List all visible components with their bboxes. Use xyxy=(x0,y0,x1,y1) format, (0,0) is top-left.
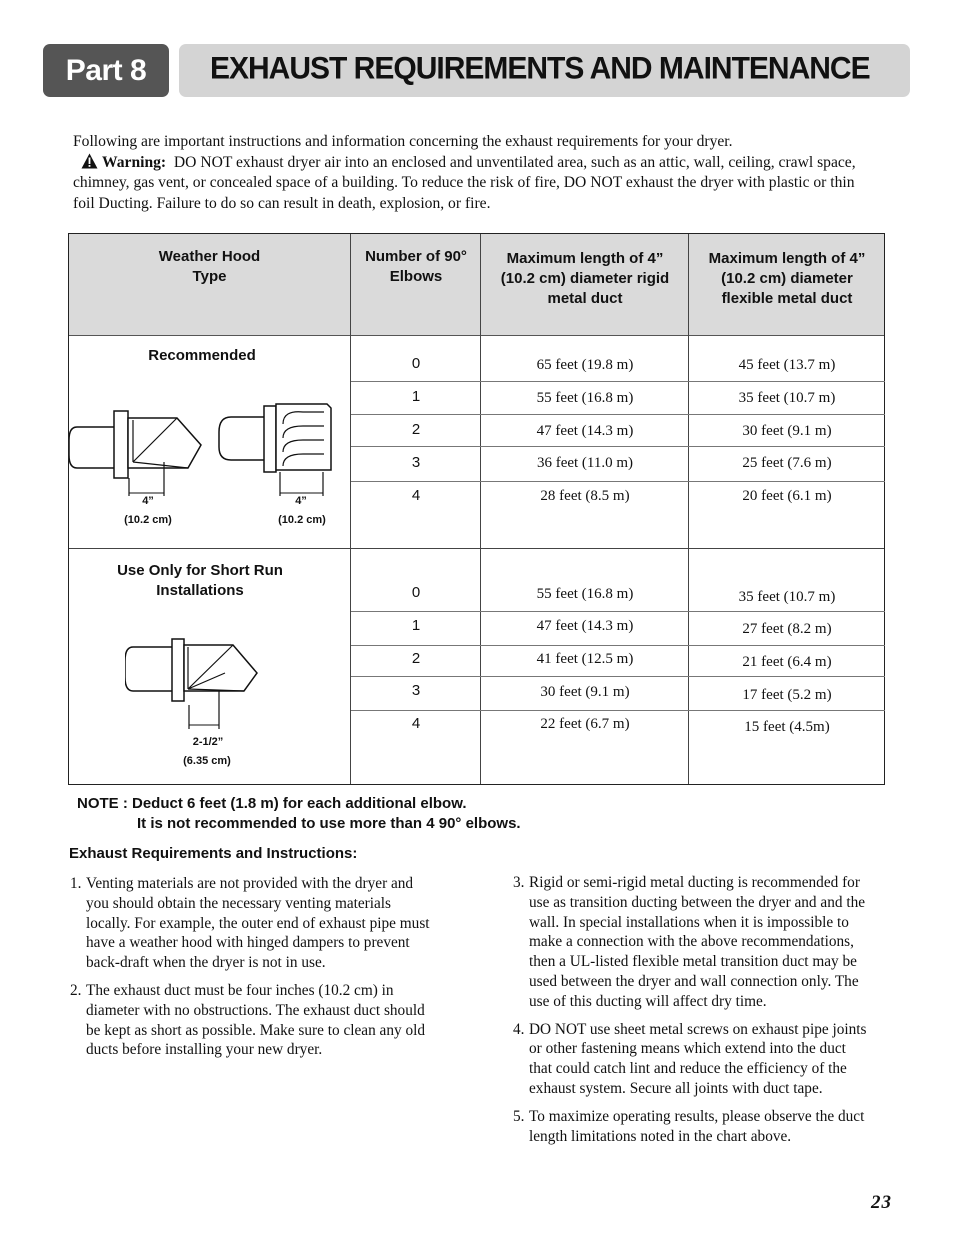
flex-length-cell: 35 feet (10.7 m) xyxy=(738,589,836,605)
flex-length-cell: 27 feet (8.2 m) xyxy=(742,621,832,637)
elbows-cell: 3 xyxy=(411,454,421,471)
intro-line: Following are important instructions and information concerning the exhaust requirements for your dryer. xyxy=(73,133,733,150)
row-divider xyxy=(351,710,885,711)
elbows-cell: 2 xyxy=(411,650,421,667)
rigid-length-cell: 47 feet (14.3 m) xyxy=(536,618,634,634)
dimension-label: (6.35 cm) xyxy=(183,755,231,767)
list-text: To maximize operating results, please observe the duct length limitations noted in the chart above. xyxy=(529,1107,865,1145)
elbows-cell: 4 xyxy=(411,487,421,504)
rigid-length-cell: 47 feet (14.3 m) xyxy=(536,423,634,439)
short-run-label xyxy=(69,561,331,601)
flex-length-cell: 45 feet (13.7 m) xyxy=(738,357,836,373)
rigid-length-cell: 41 feet (12.5 m) xyxy=(536,651,634,667)
flex-length-cell: 21 feet (6.4 m) xyxy=(742,654,832,670)
dimension-label: 4” xyxy=(142,495,154,507)
part-label xyxy=(43,44,169,97)
header-text: (10.2 cm) diameter xyxy=(721,270,853,287)
row-divider xyxy=(351,381,885,382)
weather-hood-angled-illustration xyxy=(125,637,265,732)
rigid-length-cell: 36 feet (11.0 m) xyxy=(536,455,634,471)
list-text: DO NOT use sheet metal screws on exhaust pipe joints or other fastening means which extend into the duct that could catch lint and reduce the efficiency of the exhaust system. Secure all joints with duct tape. xyxy=(529,1020,867,1097)
list-item xyxy=(513,1107,868,1147)
elbows-cell: 4 xyxy=(411,715,421,732)
list-number: 4. xyxy=(513,1020,525,1038)
list-number: 1. xyxy=(70,875,82,892)
list-item xyxy=(70,874,434,973)
part-label-text: Part 8 xyxy=(65,53,147,87)
dimension-label: (10.2 cm) xyxy=(124,514,172,526)
warning-paragraph xyxy=(73,153,863,215)
elbows-cell: 1 xyxy=(411,388,421,405)
header-hood-type xyxy=(69,234,350,335)
flex-length-cell: 25 feet (7.6 m) xyxy=(742,455,832,471)
row-divider xyxy=(351,645,885,646)
elbows-cell: 3 xyxy=(411,682,421,699)
elbows-cell: 2 xyxy=(411,421,421,438)
row-divider xyxy=(351,611,885,612)
elbows-cell: 1 xyxy=(411,617,421,634)
row-divider xyxy=(351,446,885,447)
warning-label: Warning: xyxy=(102,153,167,171)
list-item xyxy=(70,981,434,1060)
list-text: The exhaust duct must be four inches (10.2 cm) in diameter with no obstructions. The exhaust duct should be kept as short as possible. Make sure to clean any old ducts before installing your new dryer. xyxy=(86,981,425,1059)
recommended-label: Recommended xyxy=(148,347,256,364)
page-number: 23 xyxy=(871,1192,892,1213)
flex-length-cell: 20 feet (6.1 m) xyxy=(742,488,832,504)
header-text: metal duct xyxy=(547,290,623,307)
instructions-heading: Exhaust Requirements and Instructions: xyxy=(69,845,358,862)
list-number: 5. xyxy=(513,1107,525,1125)
header-text: Weather Hood xyxy=(158,248,261,265)
exhaust-table xyxy=(68,233,885,785)
short-run-label-text: Use Only for Short Run xyxy=(117,562,283,579)
list-text: Rigid or semi-rigid metal ducting is recommended for use as transition ducting between the dryer and and the wall. In special installations when it is impossible to make a connection with the above recommendations, then a UL-listed flexible metal transition duct may be used between the dryer and wall connection only. The use of this ducting will affect dry time. xyxy=(529,874,866,1010)
rigid-length-cell: 55 feet (16.8 m) xyxy=(536,586,634,602)
list-item xyxy=(513,873,868,1012)
header-text: Number of 90° xyxy=(365,248,467,265)
elbows-cell: 0 xyxy=(411,584,421,601)
rigid-length-cell: 55 feet (16.8 m) xyxy=(536,390,634,406)
note-line: It is not recommended to use more than 4 90° elbows. xyxy=(137,815,521,832)
header-text: (10.2 cm) diameter rigid xyxy=(500,270,670,287)
list-number: 3. xyxy=(513,874,525,891)
elbows-cell: 0 xyxy=(411,355,421,372)
rigid-length-cell: 65 feet (19.8 m) xyxy=(536,357,634,373)
flex-length-cell: 30 feet (9.1 m) xyxy=(742,423,832,439)
list-text: Venting materials are not provided with the dryer and you should obtain the necessary venting materials locally. For example, the outer end of exhaust pipe must have a weather hood with hinged dampers to prevent back-draft when the dryer is not in use. xyxy=(86,875,430,972)
row-divider xyxy=(351,481,885,482)
header-text: Elbows xyxy=(389,268,443,285)
header-elbows xyxy=(351,234,481,335)
warning-text: DO NOT exhaust dryer air into an enclosed and unventilated area, such as an attic, wall, ceiling, crawl space, chimney, gas vent, or concealed space of a building. To reduce the risk of fire, DO NOT exhaust the dryer with plastic or thin foil Ducting. Failure to do so can result in death, explosion, or fire. xyxy=(73,153,856,212)
instructions-column-left xyxy=(70,874,434,1068)
header-text: Maximum length of 4” xyxy=(708,250,866,267)
header-flex-duct xyxy=(689,234,885,335)
dimension-label: 2-1/2” xyxy=(192,736,224,748)
note-line: NOTE : Deduct 6 feet (1.8 m) for each additional elbow. xyxy=(77,795,467,812)
flex-length-cell: 35 feet (10.7 m) xyxy=(738,390,836,406)
rigid-length-cell: 28 feet (8.5 m) xyxy=(540,488,630,504)
header-rigid-duct xyxy=(481,234,689,335)
intro xyxy=(73,132,863,214)
title-bar xyxy=(179,44,910,97)
rigid-length-cell: 30 feet (9.1 m) xyxy=(540,684,630,700)
header-text: Maximum length of 4” xyxy=(506,250,664,267)
weather-hood-louvered-illustration xyxy=(69,402,350,498)
flex-length-cell: 15 feet (4.5m) xyxy=(744,719,830,735)
dimension-label: 4” xyxy=(295,495,307,507)
flex-length-cell: 17 feet (5.2 m) xyxy=(742,687,832,703)
rigid-length-cell: 22 feet (6.7 m) xyxy=(540,716,630,732)
row-divider xyxy=(351,676,885,677)
header-text: Type xyxy=(192,268,227,285)
warning-triangle-icon xyxy=(81,153,98,169)
section-divider xyxy=(69,548,884,549)
short-run-label-text: Installations xyxy=(156,582,244,599)
instructions-column-right xyxy=(513,873,868,1154)
page-title: EXHAUST REQUIREMENTS AND MAINTENANCE xyxy=(210,51,870,86)
row-divider xyxy=(351,414,885,415)
header-text: flexible metal duct xyxy=(721,290,853,307)
list-number: 2. xyxy=(70,981,82,999)
dimension-label: (10.2 cm) xyxy=(278,514,326,526)
list-item xyxy=(513,1020,868,1099)
